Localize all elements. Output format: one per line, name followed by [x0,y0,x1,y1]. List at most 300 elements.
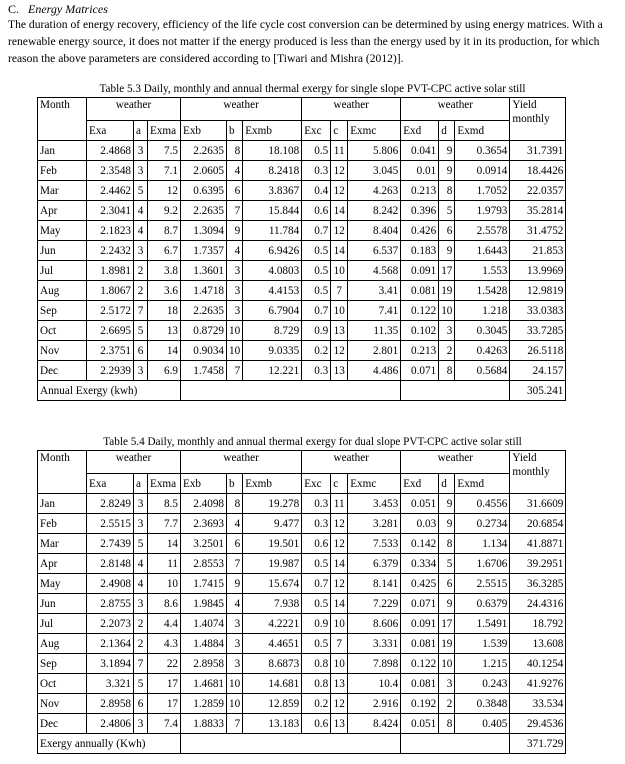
value-cell: 8 [227,141,243,161]
table-row [38,634,566,654]
value-cell: 2.8958 [181,654,227,674]
value-cell: 0.3 [302,161,331,181]
value-cell: 12.9819 [510,281,566,301]
value-cell: 2.4462 [87,181,134,201]
value-cell: 6.7904 [243,301,302,321]
value-cell: 0.3 [302,494,331,514]
value-cell: 22.0357 [510,181,566,201]
yield-monthly-header: Yield monthly [510,451,566,494]
value-cell: 1.9793 [455,201,510,221]
value-cell: 2.5515 [87,514,134,534]
value-cell: 12 [331,221,348,241]
value-cell: 3.1894 [87,654,134,674]
weather-header: weather [181,451,302,474]
month-cell: Nov [38,341,87,361]
value-cell: 11 [331,494,348,514]
value-cell: 0.071 [401,594,439,614]
value-cell: 1.7415 [181,574,227,594]
value-cell: 6 [439,574,455,594]
weather-header: weather [181,98,302,121]
exergy-table-single-slope [37,97,566,401]
value-cell: 3 [227,281,243,301]
value-cell: 11.784 [243,221,302,241]
value-cell: 8.606 [348,614,401,634]
value-cell: 11 [331,141,348,161]
value-cell: 20.6854 [510,514,566,534]
value-cell: 1.3094 [181,221,227,241]
value-cell: 0.3654 [455,141,510,161]
value-cell: 2 [439,341,455,361]
table-row [38,654,566,674]
month-cell: Mar [38,534,87,554]
value-cell: 4 [134,201,148,221]
total-row [38,734,566,754]
value-cell: 8.404 [348,221,401,241]
value-cell: 1.5491 [455,614,510,634]
value-cell: 1.8067 [87,281,134,301]
value-cell: 5 [134,321,148,341]
value-cell: 2.2073 [87,614,134,634]
value-cell: 0.01 [401,161,439,181]
table-row [38,261,566,281]
value-cell: 3.281 [348,514,401,534]
table-row [38,614,566,634]
value-cell: 31.7391 [510,141,566,161]
value-cell: 6.9426 [243,241,302,261]
value-cell: 1.134 [455,534,510,554]
value-cell: 4.4651 [243,634,302,654]
value-cell: 2.0605 [181,161,227,181]
empty-cell [181,734,401,754]
value-cell: 1.4718 [181,281,227,301]
value-cell: 9 [439,594,455,614]
month-cell: Sep [38,301,87,321]
value-cell: 8 [439,714,455,734]
month-cell: Jul [38,261,87,281]
value-cell: 2.8553 [181,554,227,574]
value-cell: 13.9969 [510,261,566,281]
value-cell: 7.938 [243,594,302,614]
value-cell: 3.045 [348,161,401,181]
value-cell: 0.5 [302,634,331,654]
value-cell: 10 [331,614,348,634]
column-header: Exc [302,121,331,141]
value-cell: 0.03 [401,514,439,534]
table-row [38,514,566,534]
value-cell: 2.916 [348,694,401,714]
table-row [38,221,566,241]
value-cell: 0.6395 [181,181,227,201]
value-cell: 0.2 [302,694,331,714]
value-cell: 4.568 [348,261,401,281]
value-cell: 8.5 [148,494,181,514]
table-row [38,181,566,201]
weather-header: weather [87,98,181,121]
empty-cell [401,381,510,401]
table-row [38,321,566,341]
value-cell: 6.7 [148,241,181,261]
value-cell: 2 [134,634,148,654]
value-cell: 1.539 [455,634,510,654]
value-cell: 0.7 [302,301,331,321]
value-cell: 0.2 [302,341,331,361]
value-cell: 4 [227,241,243,261]
value-cell: 8.424 [348,714,401,734]
value-cell: 13 [331,674,348,694]
value-cell: 14 [331,241,348,261]
month-cell: Jun [38,241,87,261]
month-cell: Jan [38,494,87,514]
value-cell: 4 [134,221,148,241]
value-cell: 7.898 [348,654,401,674]
value-cell: 41.8871 [510,534,566,554]
column-header: Exd [401,474,439,494]
exergy-table-dual-slope [37,450,566,754]
value-cell: 0.142 [401,534,439,554]
value-cell: 0.8 [302,654,331,674]
value-cell: 14 [331,201,348,221]
value-cell: 3.8367 [243,181,302,201]
value-cell: 7.1 [148,161,181,181]
column-header: Exa [87,121,134,141]
table-row [38,241,566,261]
value-cell: 0.192 [401,694,439,714]
value-cell: 35.2814 [510,201,566,221]
value-cell: 1.6706 [455,554,510,574]
value-cell: 10.4 [348,674,401,694]
value-cell: 0.405 [455,714,510,734]
month-cell: Feb [38,161,87,181]
value-cell: 10 [148,574,181,594]
value-cell: 14 [331,594,348,614]
value-cell: 7 [227,361,243,381]
value-cell: 5 [134,674,148,694]
value-cell: 6 [134,694,148,714]
value-cell: 6 [439,221,455,241]
value-cell: 9 [227,221,243,241]
value-cell: 12 [331,534,348,554]
value-cell: 3 [134,161,148,181]
value-cell: 12 [331,161,348,181]
value-cell: 8 [439,361,455,381]
value-cell: 12 [331,574,348,594]
value-cell: 0.5 [302,241,331,261]
value-cell: 10 [227,674,243,694]
value-cell: 2 [134,614,148,634]
paragraph-line: renewable energy source, it does not matter if the energy produced is less than the energy used by it in its production, for which [8,35,600,48]
value-cell: 1.215 [455,654,510,674]
value-cell: 19.501 [243,534,302,554]
month-cell: Jun [38,594,87,614]
value-cell: 0.396 [401,201,439,221]
month-cell: Dec [38,361,87,381]
value-cell: 17 [148,694,181,714]
value-cell: 0.426 [401,221,439,241]
value-cell: 4 [227,161,243,181]
value-cell: 12.221 [243,361,302,381]
value-cell: 2.2432 [87,241,134,261]
value-cell: 0.5 [302,281,331,301]
value-cell: 9.0335 [243,341,302,361]
value-cell: 8.141 [348,574,401,594]
value-cell: 31.4752 [510,221,566,241]
value-cell: 7 [134,654,148,674]
weather-header: weather [401,98,510,121]
value-cell: 0.243 [455,674,510,694]
value-cell: 0.8729 [181,321,227,341]
value-cell: 2.6695 [87,321,134,341]
value-cell: 33.0383 [510,301,566,321]
value-cell: 3.321 [87,674,134,694]
value-cell: 13.183 [243,714,302,734]
value-cell: 14 [148,534,181,554]
value-cell: 6 [134,341,148,361]
value-cell: 12 [331,694,348,714]
table-row [38,534,566,554]
total-value: 305.241 [510,381,566,401]
value-cell: 0.5 [302,554,331,574]
value-cell: 4 [134,574,148,594]
value-cell: 4.4 [148,614,181,634]
month-cell: Apr [38,554,87,574]
weather-header: weather [302,451,401,474]
value-cell: 9.477 [243,514,302,534]
value-cell: 0.122 [401,301,439,321]
value-cell: 10 [331,261,348,281]
value-cell: 0.425 [401,574,439,594]
table-row [38,201,566,221]
value-cell: 7.4 [148,714,181,734]
value-cell: 12 [331,514,348,534]
value-cell: 8 [439,534,455,554]
value-cell: 0.6379 [455,594,510,614]
value-cell: 0.9 [302,614,331,634]
value-cell: 18.792 [510,614,566,634]
value-cell: 15.674 [243,574,302,594]
value-cell: 18 [148,301,181,321]
value-cell: 2.3041 [87,201,134,221]
value-cell: 19 [439,281,455,301]
month-cell: Dec [38,714,87,734]
table-row [38,281,566,301]
value-cell: 3 [134,594,148,614]
value-cell: 0.051 [401,494,439,514]
value-cell: 5 [134,534,148,554]
column-header: d [439,474,455,494]
value-cell: 2.8249 [87,494,134,514]
value-cell: 19.278 [243,494,302,514]
value-cell: 18.4426 [510,161,566,181]
value-cell: 0.5684 [455,361,510,381]
value-cell: 11.35 [348,321,401,341]
month-cell: Oct [38,321,87,341]
value-cell: 10 [227,321,243,341]
value-cell: 0.5 [302,261,331,281]
value-cell: 2.801 [348,341,401,361]
value-cell: 2.2635 [181,301,227,321]
value-cell: 3.8 [148,261,181,281]
value-cell: 3 [134,141,148,161]
value-cell: 24.157 [510,361,566,381]
value-cell: 9 [227,574,243,594]
table-row [38,554,566,574]
value-cell: 13 [331,361,348,381]
value-cell: 8.6 [148,594,181,614]
total-row [38,381,566,401]
column-header: Exa [87,474,134,494]
value-cell: 4.0803 [243,261,302,281]
value-cell: 1.6443 [455,241,510,261]
table-caption-dual: Table 5.4 Daily, monthly and annual thermal exergy for dual slope PVT-CPC active solar still [103,436,522,448]
month-cell: Apr [38,201,87,221]
value-cell: 13 [331,714,348,734]
value-cell: 2.1364 [87,634,134,654]
value-cell: 6 [227,181,243,201]
value-cell: 4.263 [348,181,401,201]
weather-header: weather [302,98,401,121]
value-cell: 39.2951 [510,554,566,574]
value-cell: 1.8981 [87,261,134,281]
value-cell: 2.3751 [87,341,134,361]
column-header: b [227,474,243,494]
value-cell: 12 [331,341,348,361]
table-row [38,161,566,181]
column-header: Exma [148,474,181,494]
value-cell: 0.4556 [455,494,510,514]
column-header: Exb [181,121,227,141]
value-cell: 3 [439,674,455,694]
weather-header: weather [401,451,510,474]
value-cell: 17 [439,261,455,281]
value-cell: 3.2501 [181,534,227,554]
paragraph-line: reason the above parameters are considered according to [Tiwari and Mishra (2012)]. [8,52,404,65]
value-cell: 2.4908 [87,574,134,594]
section-number: C. [8,2,20,16]
column-header: Exmd [455,121,510,141]
value-cell: 9 [439,514,455,534]
value-cell: 2.5515 [455,574,510,594]
value-cell: 1.7458 [181,361,227,381]
value-cell: 2.2939 [87,361,134,381]
value-cell: 1.4681 [181,674,227,694]
value-cell: 0.091 [401,261,439,281]
intro-paragraph [8,16,625,67]
value-cell: 3 [227,614,243,634]
value-cell: 2.3693 [181,514,227,534]
value-cell: 21.853 [510,241,566,261]
value-cell: 0.4263 [455,341,510,361]
column-header: b [227,121,243,141]
value-cell: 3.453 [348,494,401,514]
value-cell: 1.9845 [181,594,227,614]
value-cell: 11 [148,554,181,574]
value-cell: 0.6 [302,714,331,734]
value-cell: 4 [227,594,243,614]
value-cell: 7 [331,281,348,301]
table-row [38,494,566,514]
value-cell: 9 [439,161,455,181]
value-cell: 2.8148 [87,554,134,574]
value-cell: 22 [148,654,181,674]
value-cell: 8.729 [243,321,302,341]
value-cell: 10 [439,301,455,321]
empty-cell [401,734,510,754]
value-cell: 4.486 [348,361,401,381]
value-cell: 18.108 [243,141,302,161]
value-cell: 8.6873 [243,654,302,674]
value-cell: 0.213 [401,341,439,361]
total-label: Annual Exergy (kwh) [38,381,181,401]
value-cell: 0.183 [401,241,439,261]
value-cell: 8 [227,494,243,514]
value-cell: 5.806 [348,141,401,161]
month-cell: Feb [38,514,87,534]
value-cell: 9 [439,141,455,161]
value-cell: 8 [439,181,455,201]
column-header: Exma [148,121,181,141]
value-cell: 17 [148,674,181,694]
table-row [38,341,566,361]
value-cell: 6.537 [348,241,401,261]
value-cell: 9.2 [148,201,181,221]
total-label: Exergy annually (Kwh) [38,734,181,754]
value-cell: 2.8755 [87,594,134,614]
value-cell: 3 [439,321,455,341]
value-cell: 1.2859 [181,694,227,714]
value-cell: 0.213 [401,181,439,201]
value-cell: 1.5428 [455,281,510,301]
value-cell: 24.4316 [510,594,566,614]
value-cell: 1.4884 [181,634,227,654]
value-cell: 13.608 [510,634,566,654]
value-cell: 0.8 [302,674,331,694]
value-cell: 6 [227,534,243,554]
paragraph-line: The duration of energy recovery, efficiency of the life cycle cost conversion can be determined by using energy matrices. With a [8,18,603,31]
month-cell: Sep [38,654,87,674]
table-caption-single: Table 5.3 Daily, monthly and annual thermal exergy for single slope PVT-CPC active solar still [99,83,526,95]
value-cell: 3.331 [348,634,401,654]
value-cell: 0.3 [302,514,331,534]
month-cell: Jan [38,141,87,161]
value-cell: 4 [134,554,148,574]
value-cell: 2 [134,261,148,281]
value-cell: 31.6609 [510,494,566,514]
value-cell: 4 [227,514,243,534]
value-cell: 36.3285 [510,574,566,594]
table-row [38,574,566,594]
column-header: Exmd [455,474,510,494]
value-cell: 2 [439,694,455,714]
weather-header: weather [87,451,181,474]
table-row [38,694,566,714]
value-cell: 7.41 [348,301,401,321]
value-cell: 2.5578 [455,221,510,241]
value-cell: 0.041 [401,141,439,161]
value-cell: 1.7357 [181,241,227,261]
value-cell: 9 [439,241,455,261]
value-cell: 10 [227,694,243,714]
value-cell: 1.8833 [181,714,227,734]
value-cell: 2.1823 [87,221,134,241]
value-cell: 14.681 [243,674,302,694]
table-row [38,301,566,321]
value-cell: 7 [227,201,243,221]
column-header: c [331,121,348,141]
value-cell: 0.6 [302,534,331,554]
section-heading [8,2,108,17]
value-cell: 3 [134,494,148,514]
value-cell: 2.4806 [87,714,134,734]
